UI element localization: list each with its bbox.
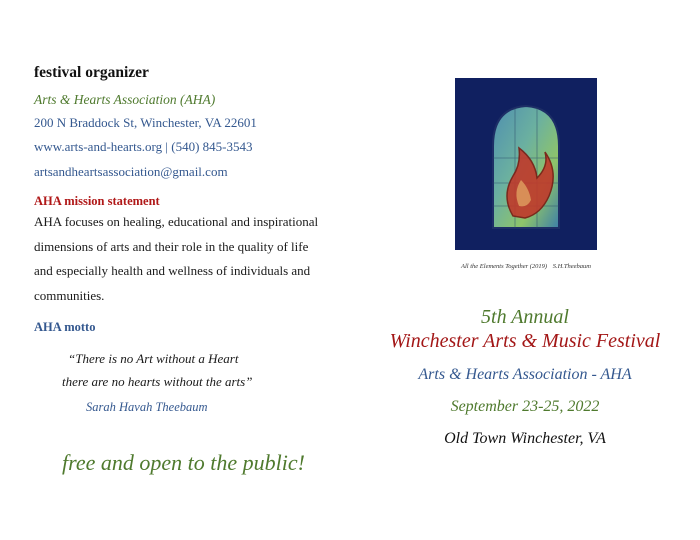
stained-glass-window-icon	[455, 78, 597, 250]
festival-dates: September 23-25, 2022	[450, 398, 600, 415]
organizer-name: Arts & Hearts Association (AHA)	[34, 92, 216, 107]
mission-line: and especially health and wellness of individuals and	[34, 263, 311, 278]
festival-location: Old Town Winchester, VA	[444, 430, 606, 447]
motto-heading: AHA motto	[34, 320, 96, 334]
mission-heading: AHA mission statement	[34, 194, 160, 208]
mission-line: communities.	[34, 287, 105, 303]
free-admission-text: free and open to the public!	[62, 450, 305, 475]
organizer-website-phone[interactable]: www.arts-and-hearts.org | (540) 845-3543	[34, 139, 253, 154]
motto-quote-line2: there are no hearts without the arts”	[62, 374, 253, 389]
artwork-artist: S.H.Theebaum	[552, 263, 591, 270]
festival-association: Arts & Hearts Association - AHA	[418, 366, 632, 383]
mission-line: dimensions of arts and their role in the quality of life	[34, 238, 309, 254]
artwork-image	[455, 78, 597, 250]
organizer-address: 200 N Braddock St, Winchester, VA 22601	[34, 115, 257, 130]
artwork-title: All the Elements Together (2019)	[461, 263, 548, 270]
motto-author: Sarah Havah Theebaum	[86, 400, 208, 414]
organizer-heading: festival organizer	[34, 64, 149, 81]
mission-line: AHA focuses on healing, educational and inspirational	[34, 214, 319, 229]
motto-quote-line1: “There is no Art without a Heart	[68, 351, 239, 366]
festival-title: Winchester Arts & Music Festival	[389, 330, 661, 352]
artwork-caption	[455, 263, 597, 270]
festival-annual: 5th Annual	[481, 306, 569, 328]
organizer-email[interactable]: artsandheartsassociation@gmail.com	[34, 164, 228, 179]
mission-statement	[34, 210, 334, 308]
